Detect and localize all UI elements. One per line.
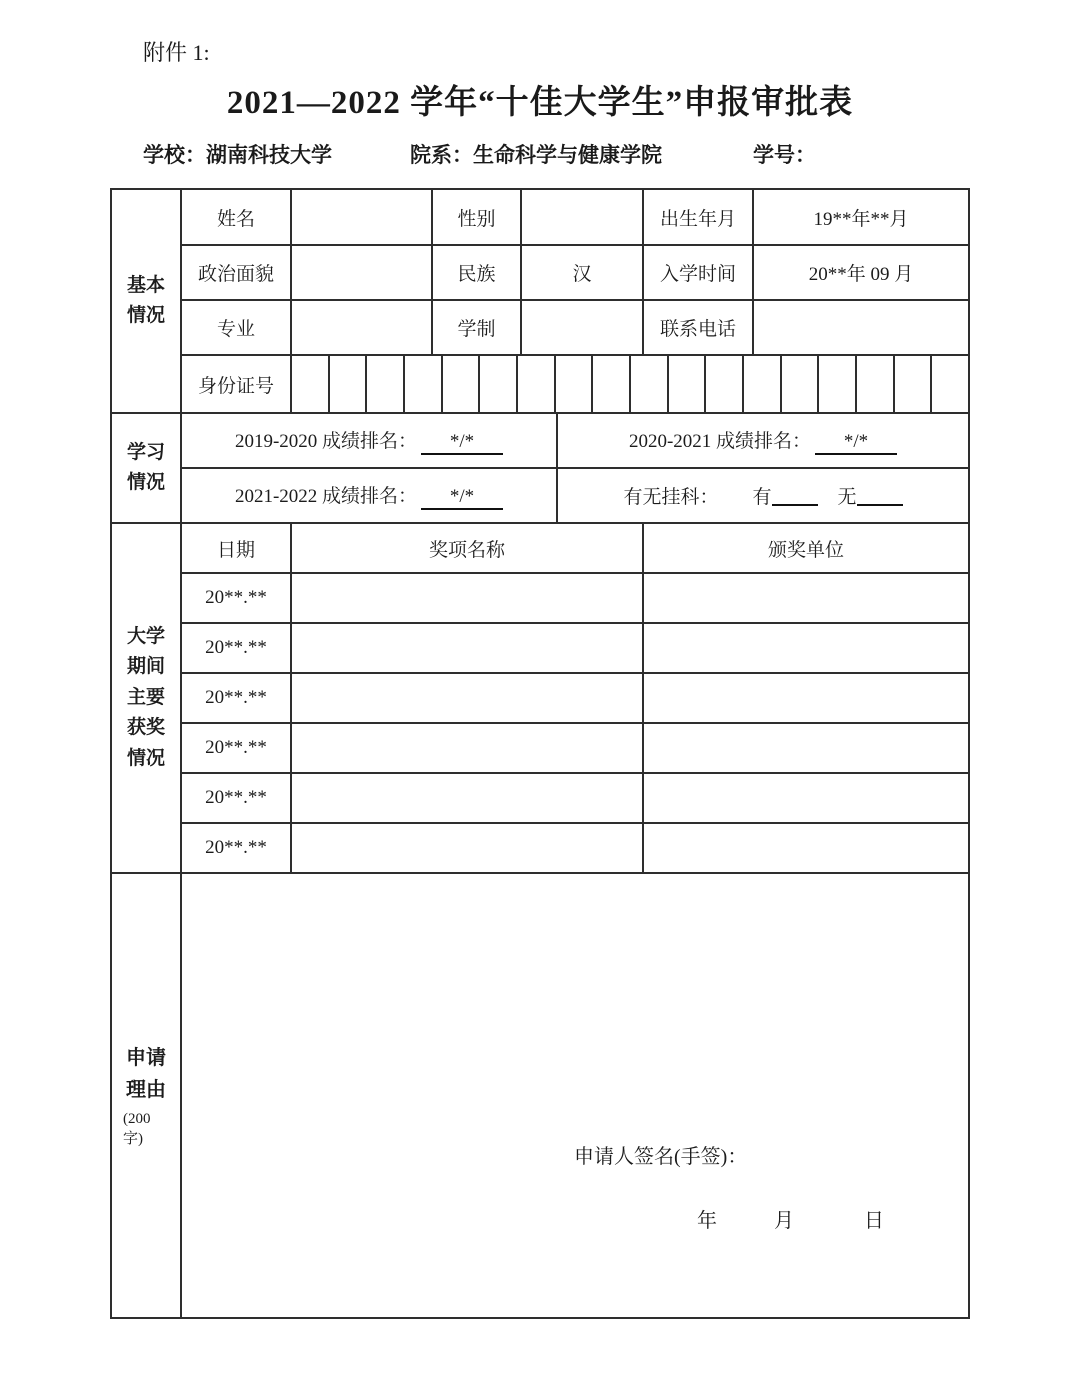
application-reason-content-cell xyxy=(181,873,969,1318)
date-day-label: 日 xyxy=(864,1210,884,1232)
school-group xyxy=(143,139,332,169)
awards-header-date: 日期 xyxy=(181,523,291,573)
award-date-cell: 20**.** xyxy=(181,773,291,823)
major-value-cell xyxy=(291,300,432,355)
award-date-cell: 20**.** xyxy=(181,573,291,623)
rank-2021-2022-value: */* xyxy=(421,486,503,510)
gender-value-cell xyxy=(521,189,643,245)
section-label-basic-info: 基本情况 xyxy=(111,189,181,413)
id-digit-cell xyxy=(667,356,705,412)
application-reason-label: 申请理由 xyxy=(126,1046,166,1101)
award-name-cell xyxy=(291,673,643,723)
award-org-cell xyxy=(643,723,969,773)
form-title: 2021—2022 学年“十佳大学生”申报审批表 xyxy=(226,85,854,121)
section-label-application-reason xyxy=(111,873,181,1318)
applicant-signature-label: 申请人签名(手签)： xyxy=(574,1146,748,1168)
field-label-phone: 联系电话 xyxy=(643,300,753,355)
name-value-cell xyxy=(291,189,432,245)
political-status-value-cell xyxy=(291,245,432,300)
rank-2021-2022-cell xyxy=(181,468,557,523)
id-digit-cell xyxy=(704,356,742,412)
id-digit-cell xyxy=(554,356,592,412)
field-label-birth-date: 出生年月 xyxy=(643,189,753,245)
id-digit-cell xyxy=(742,356,780,412)
department-value: 生命科学与健康学院 xyxy=(473,143,662,167)
award-org-cell xyxy=(643,573,969,623)
awards-header-org: 颁奖单位 xyxy=(643,523,969,573)
date-month-label: 月 xyxy=(774,1210,794,1232)
failed-courses-cell xyxy=(557,468,969,523)
application-word-limit-note: (200字) xyxy=(123,1110,151,1147)
id-digit-cell xyxy=(893,356,931,412)
field-label-id-number: 身份证号 xyxy=(181,355,291,413)
id-digit-cell xyxy=(365,356,403,412)
student-no-label: 学号： xyxy=(753,143,816,167)
field-label-gender: 性别 xyxy=(432,189,521,245)
field-label-enrollment-time: 入学时间 xyxy=(643,245,753,300)
id-digit-cell xyxy=(591,356,629,412)
award-date-cell: 20**.** xyxy=(181,673,291,723)
application-form-table xyxy=(110,188,970,1319)
failed-no-label: 无 xyxy=(837,487,857,508)
id-digit-cell xyxy=(817,356,855,412)
award-org-cell xyxy=(643,623,969,673)
section-label-awards: 大学期间主要获奖情况 xyxy=(111,523,181,873)
student-no-group xyxy=(753,139,816,169)
award-date-cell: 20**.** xyxy=(181,823,291,873)
id-digit-cell xyxy=(516,356,554,412)
rank-2020-2021-label: 2020-2021 成绩排名： xyxy=(628,431,812,453)
rank-2021-2022-label: 2021-2022 成绩排名： xyxy=(234,486,418,508)
id-digit-cell xyxy=(403,356,441,412)
id-digit-cell xyxy=(328,356,366,412)
award-org-cell xyxy=(643,823,969,873)
award-name-cell xyxy=(291,723,643,773)
id-digit-cell xyxy=(629,356,667,412)
field-label-major: 专业 xyxy=(181,300,291,355)
rank-2020-2021-cell xyxy=(557,413,969,468)
award-date-cell: 20**.** xyxy=(181,723,291,773)
field-label-name: 姓名 xyxy=(181,189,291,245)
phone-value-cell xyxy=(753,300,969,355)
department-label: 院系： xyxy=(410,143,473,167)
id-digit-cell xyxy=(478,356,516,412)
failed-no-blank xyxy=(857,487,903,506)
award-org-cell xyxy=(643,673,969,723)
study-length-value-cell xyxy=(521,300,643,355)
field-label-political-status: 政治面貌 xyxy=(181,245,291,300)
award-org-cell xyxy=(643,773,969,823)
award-name-cell xyxy=(291,623,643,673)
enrollment-time-value-cell: 20**年 09 月 xyxy=(753,245,969,300)
rank-2020-2021-value: */* xyxy=(815,431,897,455)
failed-yes-label: 有 xyxy=(752,487,772,508)
award-date-cell: 20**.** xyxy=(181,623,291,673)
id-digit-cell xyxy=(855,356,893,412)
section-label-study-info: 学习情况 xyxy=(111,413,181,523)
rank-2019-2020-label: 2019-2020 成绩排名： xyxy=(234,431,418,453)
rank-2019-2020-cell xyxy=(181,413,557,468)
department-group xyxy=(410,139,662,169)
rank-2019-2020-value: */* xyxy=(421,431,503,455)
school-value: 湖南科技大学 xyxy=(206,143,332,167)
award-name-cell xyxy=(291,773,643,823)
award-name-cell xyxy=(291,823,643,873)
awards-header-name: 奖项名称 xyxy=(291,523,643,573)
id-number-grid xyxy=(292,356,968,412)
ethnicity-value-cell: 汉 xyxy=(521,245,643,300)
id-digit-cell xyxy=(292,356,328,412)
id-digit-cell xyxy=(780,356,818,412)
id-number-cells xyxy=(291,355,969,413)
id-digit-cell xyxy=(441,356,479,412)
failed-courses-label: 有无挂科： xyxy=(623,487,719,508)
attachment-label: 附件 1: xyxy=(143,40,210,65)
award-name-cell xyxy=(291,573,643,623)
field-label-study-length: 学制 xyxy=(432,300,521,355)
field-label-ethnicity: 民族 xyxy=(432,245,521,300)
date-year-label: 年 xyxy=(697,1210,717,1232)
id-digit-cell xyxy=(930,356,968,412)
school-label: 学校： xyxy=(143,143,206,167)
birth-date-value-cell: 19**年**月 xyxy=(753,189,969,245)
failed-yes-blank xyxy=(772,487,818,506)
